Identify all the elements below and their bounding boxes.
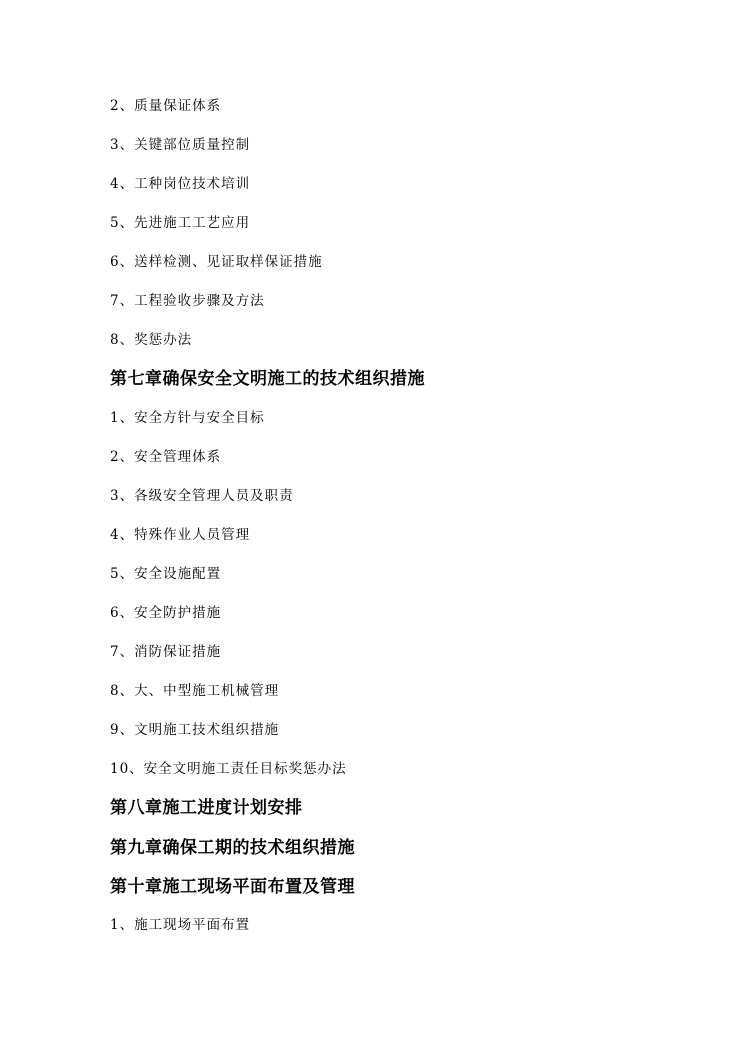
- toc-item: 1、施工现场平面布置: [110, 917, 251, 933]
- toc-item: 4、特殊作业人员管理: [110, 527, 251, 543]
- toc-item: 4、工种岗位技术培训: [110, 176, 251, 192]
- toc-item: 5、先进施工工艺应用: [110, 215, 251, 231]
- toc-item: 8、大、中型施工机械管理: [110, 683, 280, 699]
- toc-item: 5、安全设施配置: [110, 566, 222, 582]
- toc-item: 3、关键部位质量控制: [110, 137, 251, 153]
- toc-item: 6、安全防护措施: [110, 605, 222, 621]
- chapter-heading: 第七章确保安全文明施工的技术组织措施: [110, 369, 425, 389]
- toc-item: 3、各级安全管理人员及职责: [110, 488, 294, 504]
- chapter-heading: 第十章施工现场平面布置及管理: [110, 877, 355, 897]
- toc-item: 10、安全文明施工责任目标奖惩办法: [110, 761, 347, 777]
- chapter-heading: 第九章确保工期的技术组织措施: [110, 838, 355, 858]
- toc-item: 7、消防保证措施: [110, 644, 222, 660]
- toc-item: 2、安全管理体系: [110, 449, 222, 465]
- toc-item: 6、送样检测、见证取样保证措施: [110, 254, 323, 270]
- toc-item: 9、文明施工技术组织措施: [110, 722, 280, 738]
- toc-item: 1、安全方针与安全目标: [110, 410, 265, 426]
- toc-item: 2、质量保证体系: [110, 98, 222, 114]
- toc-item: 8、奖惩办法: [110, 332, 193, 348]
- toc-item: 7、工程验收步骤及方法: [110, 293, 265, 309]
- chapter-heading: 第八章施工进度计划安排: [110, 798, 303, 818]
